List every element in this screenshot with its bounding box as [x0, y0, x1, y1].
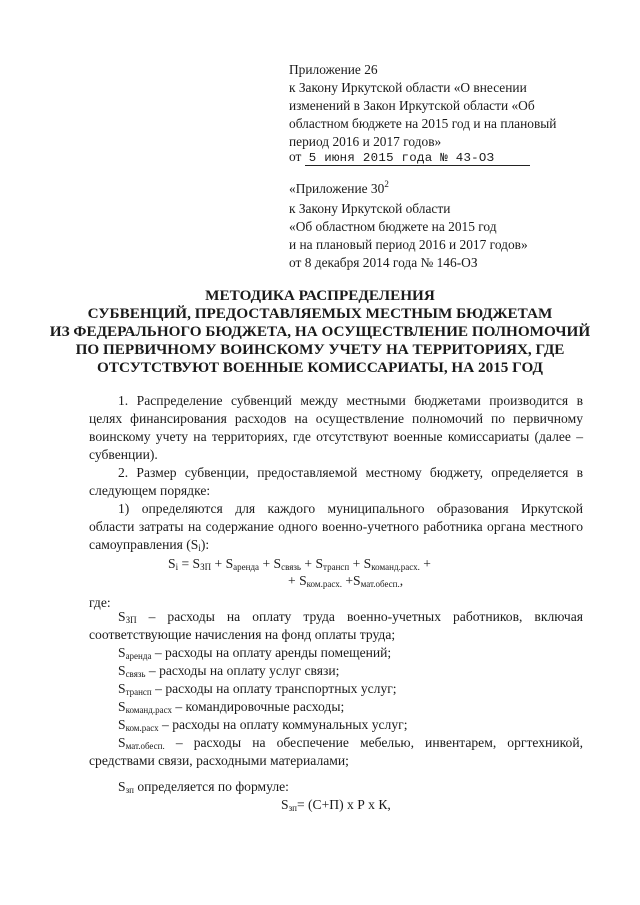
- formula-sub: ЗП: [200, 562, 212, 572]
- formula-s: S: [168, 556, 176, 571]
- title-line: ИЗ ФЕДЕРАЛЬНОГО БЮДЖЕТА, НА ОСУЩЕСТВЛЕНИЕ ПОЛНОМОЧИЙ: [49, 323, 591, 340]
- paragraph-1-line: воинскому учету на территориях, где отсутствуют военные комиссариаты (далее –: [89, 429, 583, 444]
- definition-komand: $S_{команд.расх}$ – командировочные расходы;: [118, 699, 345, 715]
- title-line: МЕТОДИКА РАСПРЕДЕЛЕНИЯ: [205, 287, 435, 304]
- formula-op: + S: [211, 556, 234, 571]
- formula-op: ,: [399, 573, 404, 588]
- formula-op: +S: [341, 573, 361, 588]
- formula-op: + S: [349, 556, 372, 571]
- def-text: – расходы на оплату услуг связи;: [145, 663, 340, 678]
- sub-law-line: и на плановый период 2016 и 2017 годов»: [289, 237, 528, 252]
- szp-s: S: [281, 797, 289, 812]
- formula-op: = S: [178, 556, 201, 571]
- appendix-number: Приложение 26: [289, 62, 378, 77]
- sub-law-line: к Закону Иркутской области: [289, 201, 451, 216]
- law-reference-line: к Закону Иркутской области «О внесении: [289, 80, 527, 95]
- law-reference-line: период 2016 и 2017 годов»: [289, 134, 442, 149]
- def-text: – расходы на оплату коммунальных услуг;: [158, 717, 408, 732]
- formula-op: + S: [288, 573, 307, 588]
- sub-law-line: от 8 декабря 2014 года № 146-ОЗ: [289, 255, 478, 270]
- def-sub: мат.обесп.: [125, 741, 165, 751]
- paragraph-3-line: 1) определяются для каждого муниципального образования Иркутской: [118, 501, 583, 516]
- paragraph-1-line: субвенции).: [89, 447, 158, 462]
- sub-appendix-label: «Приложение 30: [289, 181, 385, 196]
- def-sub: трансп: [125, 687, 152, 697]
- def-text: – командировочные расходы;: [171, 699, 345, 714]
- def-sub: команд.расх: [125, 705, 172, 715]
- def-text: – расходы на оплату труда военно-учетных работников, включая: [148, 609, 583, 624]
- law-date-line: [289, 148, 530, 167]
- def-sub: ЗП: [125, 615, 137, 625]
- title-line: СУБВЕНЦИЙ, ПРЕДОСТАВЛЯЕМЫХ МЕСТНЫМ БЮДЖЕТАМ: [87, 305, 553, 322]
- paragraph-1-line: целях финансирования расходов на осуществление полномочий по первичному: [89, 411, 583, 426]
- paragraph-2-line: следующем порядке:: [89, 483, 211, 498]
- paragraph-3-line: области затраты на содержание одного военно-учетного работника органа местного: [89, 519, 583, 534]
- para3-sub: i: [198, 543, 201, 553]
- szp-intro-text: определяется по формуле:: [133, 779, 289, 794]
- formula-sub: трансп: [323, 562, 350, 572]
- paragraph-3-line: [89, 536, 209, 554]
- paragraph-2-line: 2. Размер субвенции, предоставляемой местному бюджету, определяется в: [118, 465, 583, 480]
- definition-kom: $S_{ком.расх}$ – расходы на оплату коммунальных услуг;: [118, 717, 408, 733]
- document-title: [30, 287, 610, 377]
- title-line: ОТСУТСТВУЮТ ВОЕННЫЕ КОМИССАРИАТЫ, НА 2015 ГОД: [97, 359, 543, 376]
- law-reference-line: изменений в Закон Иркутской области «Об: [289, 98, 535, 113]
- szp-formula-text: = (С+П) х Р х К,: [296, 797, 391, 812]
- definition-mat: $S_{мат.обесп.}$ – расходы на обеспечение мебелью, инвентарем, оргтехникой,: [118, 735, 583, 751]
- szp-intro: [118, 778, 289, 796]
- szp-sub: зп: [288, 803, 297, 813]
- szp-sub: зп: [125, 785, 134, 795]
- sub-appendix-superscript: 2: [384, 179, 389, 189]
- formula-op: + S: [259, 556, 282, 571]
- formula-sub: команд.расх.: [371, 562, 420, 572]
- title-line: ПО ПЕРВИЧНОМУ ВОИНСКОМУ УЧЕТУ НА ТЕРРИТОРИЯХ, ГДЕ: [75, 341, 565, 358]
- definition-svyaz: $S_{связь}$ – расходы на оплату услуг связи;: [118, 663, 340, 679]
- def-sub: аренда: [125, 651, 152, 661]
- para3-end: ):: [200, 537, 210, 552]
- date-prefix: от: [289, 149, 302, 164]
- definition-mat-cont: средствами связи, расходными материалами;: [89, 753, 349, 768]
- formula-sub: мат.обесп.: [360, 579, 400, 589]
- def-text: – расходы на обеспечение мебелью, инвентарем, оргтехникой,: [175, 735, 583, 750]
- def-text: – расходы на оплату аренды помещений;: [151, 645, 392, 660]
- formula-sub: ком.расх.: [306, 579, 342, 589]
- formula-si-line-2: [288, 572, 403, 590]
- def-sub: связь: [125, 669, 146, 679]
- formula-op: +: [419, 556, 431, 571]
- def-sub: ком.расх: [125, 723, 159, 733]
- definition-transp: $S_{трансп}$ – расходы на оплату транспортных услуг;: [118, 681, 397, 697]
- where-label: где:: [89, 595, 111, 610]
- paragraph-1-line: 1. Распределение субвенций между местными бюджетами производится в: [118, 393, 583, 408]
- formula-sub: i: [175, 562, 179, 572]
- law-reference-line: областном бюджете на 2015 год и на плановый: [289, 116, 557, 131]
- definition-zp-cont: соответствующие начисления на фонд оплаты труда;: [89, 627, 396, 642]
- formula-sub: аренда: [233, 562, 260, 572]
- sub-appendix-title: [289, 180, 389, 198]
- formula-si-line-1: [168, 555, 431, 573]
- szp-s: S: [118, 779, 126, 794]
- sub-law-line: «Об областном бюджете на 2015 год: [289, 219, 497, 234]
- formula-sub: связь: [281, 562, 302, 572]
- law-date-typed: 5 июня 2015 года № 43-ОЗ: [305, 151, 531, 166]
- para3-text: самоуправления (S: [89, 537, 199, 552]
- formula-op: + S: [301, 556, 324, 571]
- definition-arenda: $S_{аренда}$ – расходы на оплату аренды помещений;: [118, 645, 392, 661]
- szp-formula: [281, 796, 391, 814]
- definition-zp: $S_{ЗП}$ – расходы на оплату труда военно-учетных работников, включая: [118, 609, 583, 625]
- def-text: – расходы на оплату транспортных услуг;: [151, 681, 397, 696]
